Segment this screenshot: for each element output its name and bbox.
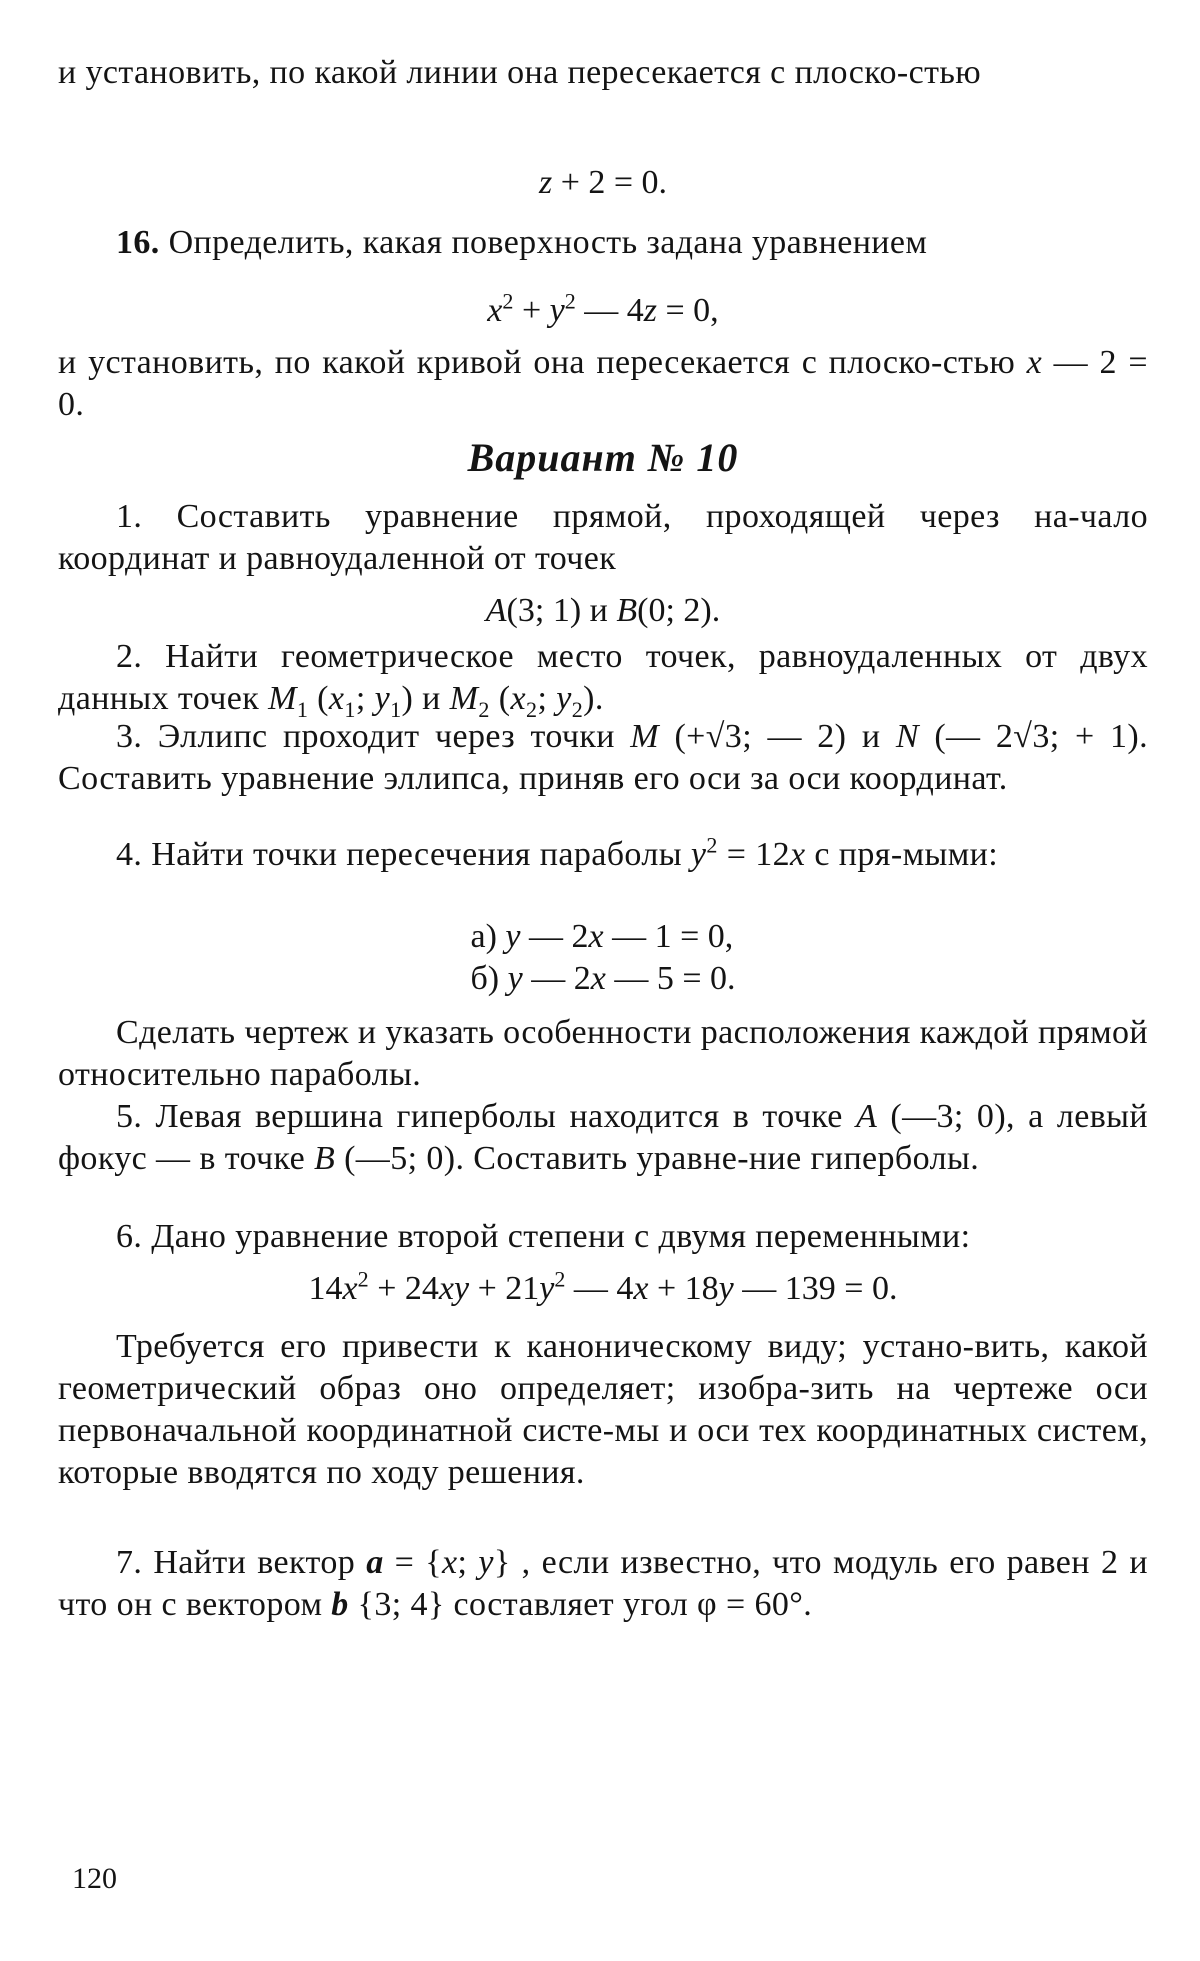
formula-line-a: а) y — 2x — 1 = 0, [470,918,734,955]
para-problem-2: 2. Найти геометрическое место точек, равноудаленных от двух данных точек $M_1$ ($x_1$; $y_1$) и $M_2$ ($x_2$; $y_2$). [58,638,1148,722]
section-title-variant-10: Вариант № 10 [467,435,739,480]
para-problem-4-cont: Сделать чертеж и указать особенности расположения каждой прямой относительно параболы. [58,1014,1148,1093]
para-continuation-15: и установить, по какой линии она пересекается с плоско-стью [58,54,982,91]
formula-points-ab: A(3; 1) и B(0; 2). [485,592,721,629]
problem-16-number: 16. [116,224,160,261]
formula-second-degree: $14x^2 + 24xy + 21y^2$ — 4x + 18y — 139 = 0. [308,1266,898,1307]
para-problem-6-cont: Требуется его привести к каноническому виду; устано-вить, какой геометрический образ оно определяет; изобра-зить на чертеже оси первоначальной координатной систе-мы и оси тех координатных систем, которые вводятся по ходу решения. [58,1328,1148,1491]
para-problem-6: 6. Дано уравнение второй степени с двумя переменными: [116,1218,971,1255]
para-problem-16-cont: и установить, по какой кривой она пересекается с плоско-стью x — 2 = 0. [58,344,1149,423]
para-problem-5: 5. Левая вершина гиперболы находится в точке A (—3; 0), а левый фокус — в точке B (—5; 0). Составить уравне-ние гиперболы. [58,1098,1148,1177]
para-problem-4: 4. Найти точки пересечения параболы $y^2 = 12x$ с пря-мыми: [116,832,999,873]
para-problem-16 [58,222,1148,264]
problem-16-text: Определить, какая поверхность задана уравнением [159,224,928,261]
formula-line-b: б) y — 2x — 5 = 0. [470,960,736,997]
formula-system-lines [58,916,1148,1000]
para-problem-1: 1. Составить уравнение прямой, проходящей через на-чало координат и равноудаленной от точек [58,498,1148,577]
para-problem-3: 3. Эллипс проходит через точки M (+√3; — 2) и N (— 2√3; + 1). Составить уравнение эллипса, приняв его оси за оси координат. [58,718,1148,797]
formula-paraboloid: $x^2 + y^2$ — 4z = 0, [487,288,719,329]
para-problem-7: 7. Найти вектор a = {x; y} , если известно, что модуль его равен 2 и что он с вектором b {3; 4} составляет угол φ = 60°. [58,1544,1148,1623]
formula-plane-z: z + 2 = 0. [538,164,668,201]
page-number: 120 [72,1862,117,1895]
